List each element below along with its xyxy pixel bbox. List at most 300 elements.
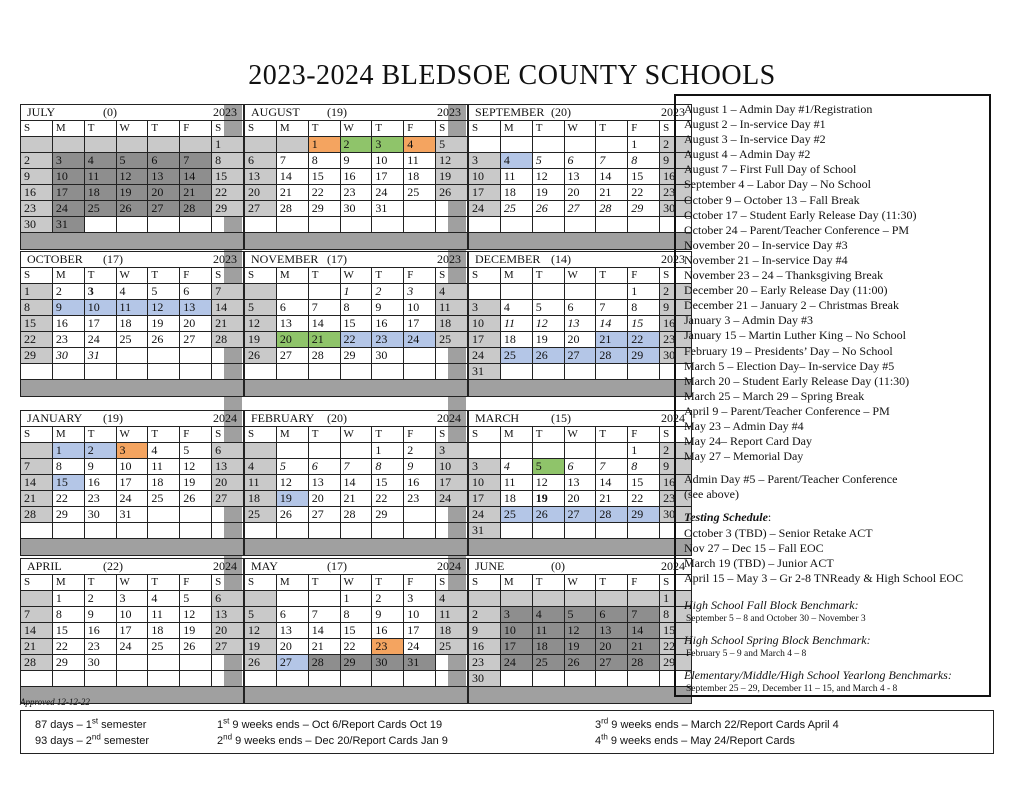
day-cell: 25 <box>500 201 532 217</box>
weekday-header: M <box>500 575 532 591</box>
day-cell: 27 <box>212 639 244 655</box>
day-cell: 30 <box>660 201 692 217</box>
month-december <box>468 251 692 397</box>
day-cell <box>596 523 628 539</box>
month-name: DECEMBER <box>475 252 541 266</box>
day-cell: 24 <box>116 491 148 507</box>
day-cell: 8 <box>372 459 404 475</box>
day-cell: 6 <box>596 607 628 623</box>
q4-number: 4 <box>595 735 602 747</box>
event-item: December 21 – January 2 – Christmas Break <box>684 298 899 313</box>
day-cell <box>116 523 148 539</box>
weekday-header: S <box>660 268 692 284</box>
event-item: March 5 – Election Day– In-service Day #5 <box>684 358 895 373</box>
day-cell: 27 <box>276 348 308 364</box>
day-cell <box>596 364 628 380</box>
day-cell: 18 <box>500 491 532 507</box>
day-cell: 3 <box>404 284 436 300</box>
day-cell <box>436 217 468 233</box>
day-cell: 23 <box>84 491 116 507</box>
month-header <box>20 558 244 574</box>
weekday-header: M <box>276 121 308 137</box>
day-cell: 21 <box>596 332 628 348</box>
month-name: NOVEMBER <box>251 252 319 266</box>
day-cell: 30 <box>52 348 84 364</box>
day-cell: 26 <box>532 201 564 217</box>
day-cell: 31 <box>84 348 116 364</box>
weekday-header: S <box>212 268 244 284</box>
weekday-header: T <box>596 575 628 591</box>
school-day-count: (17) <box>103 252 123 266</box>
school-day-count: (20) <box>551 105 571 119</box>
day-cell <box>245 591 277 607</box>
weekday-header: T <box>84 575 116 591</box>
weekday-header: S <box>469 575 501 591</box>
weekday-header: M <box>276 268 308 284</box>
day-cell <box>436 364 468 380</box>
day-cell <box>212 364 244 380</box>
weekday-header: W <box>340 121 372 137</box>
weekday-header: F <box>628 427 660 443</box>
day-cell: 25 <box>84 201 116 217</box>
day-cell: 1 <box>212 137 244 153</box>
day-cell: 6 <box>564 153 596 169</box>
day-cell: 26 <box>180 639 212 655</box>
day-cell: 26 <box>436 185 468 201</box>
weekday-header: W <box>564 427 596 443</box>
event-item: October 17 – Student Early Release Day (11:30) <box>684 207 917 222</box>
admin-note-line2: (see above) <box>684 487 739 502</box>
day-cell: 16 <box>84 623 116 639</box>
day-cell: 8 <box>628 300 660 316</box>
day-cell <box>500 671 532 687</box>
q3-number: 3 <box>595 719 602 731</box>
month-year: 2024 <box>213 411 237 425</box>
day-cell <box>500 137 532 153</box>
month-separator-band <box>20 380 244 397</box>
day-cell: 1 <box>308 137 340 153</box>
day-cell: 4 <box>436 591 468 607</box>
day-cell: 15 <box>52 623 84 639</box>
day-cell: 3 <box>372 137 404 153</box>
day-cell <box>148 671 180 687</box>
day-cell: 31 <box>404 655 436 671</box>
day-cell: 1 <box>52 591 84 607</box>
day-cell <box>21 523 53 539</box>
day-cell: 23 <box>21 201 53 217</box>
day-cell: 2 <box>52 284 84 300</box>
day-cell: 28 <box>180 201 212 217</box>
day-cell: 22 <box>628 185 660 201</box>
day-cell: 8 <box>340 607 372 623</box>
day-cell <box>148 655 180 671</box>
day-cell <box>245 671 277 687</box>
day-cell <box>276 523 308 539</box>
day-cell: 18 <box>436 316 468 332</box>
day-cell <box>180 137 212 153</box>
day-cell <box>596 137 628 153</box>
day-cell: 20 <box>245 185 277 201</box>
day-cell <box>404 507 436 523</box>
day-cell: 16 <box>660 316 692 332</box>
month-february <box>244 410 468 556</box>
day-cell: 8 <box>21 300 53 316</box>
day-cell: 4 <box>84 153 116 169</box>
day-cell: 18 <box>436 623 468 639</box>
day-cell <box>596 591 628 607</box>
day-cell: 28 <box>21 507 53 523</box>
day-cell: 10 <box>116 607 148 623</box>
event-item: April 9 – Parent/Teacher Conference – PM <box>684 403 890 418</box>
day-cell <box>532 523 564 539</box>
day-cell: 2 <box>21 153 53 169</box>
day-cell: 15 <box>21 316 53 332</box>
day-cell: 22 <box>52 639 84 655</box>
day-cell: 5 <box>116 153 148 169</box>
month-march <box>468 410 692 556</box>
day-cell: 10 <box>469 169 501 185</box>
day-cell: 25 <box>148 491 180 507</box>
month-header <box>20 251 244 267</box>
day-cell: 4 <box>245 459 277 475</box>
day-cell: 6 <box>276 607 308 623</box>
month-name: APRIL <box>27 559 62 573</box>
weekday-header: T <box>532 427 564 443</box>
day-cell: 13 <box>308 475 340 491</box>
day-cell: 31 <box>116 507 148 523</box>
day-cell <box>436 523 468 539</box>
sem2-days: 93 days – <box>35 735 86 747</box>
weekday-header: S <box>245 268 277 284</box>
day-cell <box>564 137 596 153</box>
weekday-header: S <box>469 427 501 443</box>
day-cell: 24 <box>436 491 468 507</box>
day-cell: 3 <box>116 591 148 607</box>
day-cell: 12 <box>180 459 212 475</box>
month-year: 2023 <box>213 105 237 119</box>
day-cell: 3 <box>84 284 116 300</box>
testing-item: March 19 (TBD) – Junior ACT <box>684 555 834 570</box>
day-cell <box>532 364 564 380</box>
day-cell: 15 <box>628 169 660 185</box>
day-cell: 12 <box>436 153 468 169</box>
weekday-header: S <box>21 427 53 443</box>
day-cell: 4 <box>436 284 468 300</box>
day-cell: 24 <box>469 507 501 523</box>
day-cell: 5 <box>436 137 468 153</box>
weekday-header: T <box>84 121 116 137</box>
weekday-header: T <box>148 121 180 137</box>
day-cell: 12 <box>276 475 308 491</box>
day-cell: 22 <box>52 491 84 507</box>
day-cell <box>628 364 660 380</box>
day-cell: 10 <box>469 316 501 332</box>
event-item: October 24 – Parent/Teacher Conference – PM <box>684 222 910 237</box>
day-cell: 4 <box>500 300 532 316</box>
day-cell: 29 <box>628 507 660 523</box>
benchmark-spring-dates: February 5 – 9 and March 4 – 8 <box>686 649 807 660</box>
day-cell: 12 <box>532 169 564 185</box>
day-cell <box>340 523 372 539</box>
day-cell <box>116 137 148 153</box>
day-cell: 26 <box>564 655 596 671</box>
day-cell <box>372 523 404 539</box>
day-cell: 10 <box>436 459 468 475</box>
day-cell: 4 <box>500 459 532 475</box>
day-cell: 30 <box>372 348 404 364</box>
day-cell <box>245 217 277 233</box>
day-cell: 14 <box>596 475 628 491</box>
weekday-header: S <box>436 575 468 591</box>
day-cell <box>596 217 628 233</box>
event-item: March 20 – Student Early Release Day (11:30) <box>684 373 910 388</box>
day-cell: 9 <box>21 169 53 185</box>
event-item: November 23 – 24 – Thanksgiving Break <box>684 268 884 283</box>
weekday-header: T <box>148 427 180 443</box>
day-cell: 27 <box>308 507 340 523</box>
day-cell <box>116 217 148 233</box>
day-cell: 23 <box>660 491 692 507</box>
day-cell <box>404 364 436 380</box>
day-cell: 2 <box>660 443 692 459</box>
day-cell <box>52 671 84 687</box>
day-cell <box>148 348 180 364</box>
weekday-header: S <box>245 427 277 443</box>
day-cell: 27 <box>564 507 596 523</box>
day-cell <box>532 443 564 459</box>
day-cell: 19 <box>276 491 308 507</box>
day-cell: 7 <box>596 153 628 169</box>
school-day-count: (15) <box>551 411 571 425</box>
day-cell: 21 <box>308 639 340 655</box>
month-separator-band <box>20 539 244 556</box>
day-cell: 1 <box>21 284 53 300</box>
day-cell: 7 <box>212 284 244 300</box>
day-cell: 17 <box>116 475 148 491</box>
day-cell: 12 <box>148 300 180 316</box>
day-cell <box>245 523 277 539</box>
month-year: 2023 <box>437 105 461 119</box>
day-cell: 8 <box>52 459 84 475</box>
month-year: 2023 <box>661 252 685 266</box>
day-cell: 29 <box>340 348 372 364</box>
day-cell <box>500 523 532 539</box>
day-cell <box>596 284 628 300</box>
weekday-header: S <box>21 268 53 284</box>
day-cell: 24 <box>372 185 404 201</box>
day-cell: 21 <box>21 639 53 655</box>
admin-note-line1: Admin Day #5 – Parent/Teacher Conference <box>684 472 898 487</box>
day-cell: 1 <box>340 591 372 607</box>
month-year: 2024 <box>213 559 237 573</box>
weekday-header: T <box>372 268 404 284</box>
day-cell: 17 <box>436 475 468 491</box>
day-cell: 31 <box>52 217 84 233</box>
q3-ordinal: rd <box>601 716 609 726</box>
weekday-header: F <box>180 121 212 137</box>
month-year: 2024 <box>437 559 461 573</box>
day-cell: 9 <box>660 459 692 475</box>
day-cell: 29 <box>308 201 340 217</box>
q4-ordinal: th <box>601 732 608 742</box>
day-cell <box>532 137 564 153</box>
day-cell <box>469 137 501 153</box>
school-day-count: (19) <box>103 411 123 425</box>
day-cell: 3 <box>52 153 84 169</box>
day-cell: 11 <box>436 607 468 623</box>
day-cell <box>212 523 244 539</box>
weekday-header: S <box>660 575 692 591</box>
day-cell: 25 <box>116 332 148 348</box>
month-name: JULY <box>27 105 56 119</box>
month-header <box>20 104 244 120</box>
day-cell: 19 <box>532 185 564 201</box>
weekday-header: S <box>212 121 244 137</box>
month-name: JUNE <box>475 559 505 573</box>
month-header <box>20 410 244 426</box>
day-cell: 10 <box>84 300 116 316</box>
day-cell: 27 <box>180 332 212 348</box>
day-cell: 14 <box>596 316 628 332</box>
day-cell <box>564 217 596 233</box>
event-item: November 21 – In-service Day #4 <box>684 252 848 267</box>
school-day-count: (14) <box>551 252 571 266</box>
weekday-header: F <box>628 121 660 137</box>
day-cell: 20 <box>564 491 596 507</box>
day-cell: 19 <box>245 332 277 348</box>
sem1-ordinal: st <box>91 716 99 726</box>
day-cell <box>212 507 244 523</box>
day-cell: 3 <box>500 607 532 623</box>
day-cell <box>84 217 116 233</box>
weekday-header: M <box>500 427 532 443</box>
month-separator-band <box>468 380 692 397</box>
day-cell <box>436 201 468 217</box>
day-cell: 18 <box>148 623 180 639</box>
day-cell: 4 <box>148 591 180 607</box>
day-cell <box>372 671 404 687</box>
weekday-header: W <box>564 268 596 284</box>
day-cell: 15 <box>628 475 660 491</box>
day-cell: 13 <box>564 169 596 185</box>
day-cell: 6 <box>564 300 596 316</box>
month-header <box>244 251 468 267</box>
day-cell: 20 <box>180 316 212 332</box>
day-cell: 30 <box>340 201 372 217</box>
day-cell <box>84 523 116 539</box>
day-cell <box>404 201 436 217</box>
day-cell: 1 <box>340 284 372 300</box>
day-cell: 26 <box>148 332 180 348</box>
day-cell: 11 <box>532 623 564 639</box>
day-cell: 20 <box>564 332 596 348</box>
weekday-header: S <box>436 268 468 284</box>
month-header <box>468 104 692 120</box>
day-cell: 11 <box>500 475 532 491</box>
weekday-header: S <box>21 575 53 591</box>
day-cell: 6 <box>308 459 340 475</box>
day-cell: 21 <box>628 639 660 655</box>
day-cell: 7 <box>308 607 340 623</box>
day-cell: 12 <box>532 316 564 332</box>
month-separator-band <box>468 539 692 556</box>
day-cell: 6 <box>148 153 180 169</box>
month-separator-band <box>20 233 244 250</box>
event-item: December 20 – Early Release Day (11:00) <box>684 283 888 298</box>
day-cell <box>564 523 596 539</box>
day-cell <box>245 284 277 300</box>
school-day-count: (0) <box>103 105 117 119</box>
weekday-header: W <box>116 121 148 137</box>
weekday-header: M <box>52 575 84 591</box>
day-cell: 19 <box>148 316 180 332</box>
day-cell: 20 <box>308 491 340 507</box>
weekday-header: M <box>276 575 308 591</box>
day-cell <box>628 671 660 687</box>
weekday-header: S <box>212 575 244 591</box>
q3-text: 9 weeks ends – March 22/Report Cards April 4 <box>608 719 839 731</box>
school-day-count: (0) <box>551 559 565 573</box>
day-cell <box>469 443 501 459</box>
weekday-header: F <box>180 268 212 284</box>
day-cell: 8 <box>660 607 692 623</box>
day-cell <box>212 671 244 687</box>
day-cell: 13 <box>276 623 308 639</box>
day-cell: 14 <box>180 169 212 185</box>
event-item: May 23 – Admin Day #4 <box>684 418 804 433</box>
day-cell: 19 <box>245 639 277 655</box>
day-cell: 27 <box>276 655 308 671</box>
weekday-header: T <box>532 268 564 284</box>
month-separator-band <box>468 233 692 250</box>
day-cell <box>308 671 340 687</box>
day-cell <box>212 217 244 233</box>
day-cell: 29 <box>340 655 372 671</box>
day-cell: 11 <box>116 300 148 316</box>
weekday-header: M <box>52 427 84 443</box>
month-january <box>20 410 244 556</box>
day-cell <box>308 217 340 233</box>
day-cell: 6 <box>276 300 308 316</box>
day-cell: 20 <box>148 185 180 201</box>
day-cell: 23 <box>660 332 692 348</box>
day-cell: 16 <box>84 475 116 491</box>
day-cell: 9 <box>404 459 436 475</box>
weekday-header: T <box>308 121 340 137</box>
day-cell <box>84 364 116 380</box>
day-cell <box>245 137 277 153</box>
school-day-count: (22) <box>103 559 123 573</box>
day-cell: 8 <box>340 300 372 316</box>
day-cell: 11 <box>84 169 116 185</box>
day-cell: 4 <box>532 607 564 623</box>
school-day-count: (20) <box>327 411 347 425</box>
day-cell: 8 <box>212 153 244 169</box>
day-cell: 3 <box>469 459 501 475</box>
day-cell: 24 <box>469 201 501 217</box>
day-cell <box>116 348 148 364</box>
day-cell <box>308 591 340 607</box>
day-cell: 5 <box>532 153 564 169</box>
day-cell: 9 <box>84 459 116 475</box>
day-cell: 15 <box>372 475 404 491</box>
day-cell: 5 <box>532 300 564 316</box>
day-cell: 20 <box>276 332 308 348</box>
day-cell: 14 <box>212 300 244 316</box>
school-day-count: (17) <box>327 559 347 573</box>
day-cell: 28 <box>340 507 372 523</box>
day-cell: 2 <box>84 591 116 607</box>
